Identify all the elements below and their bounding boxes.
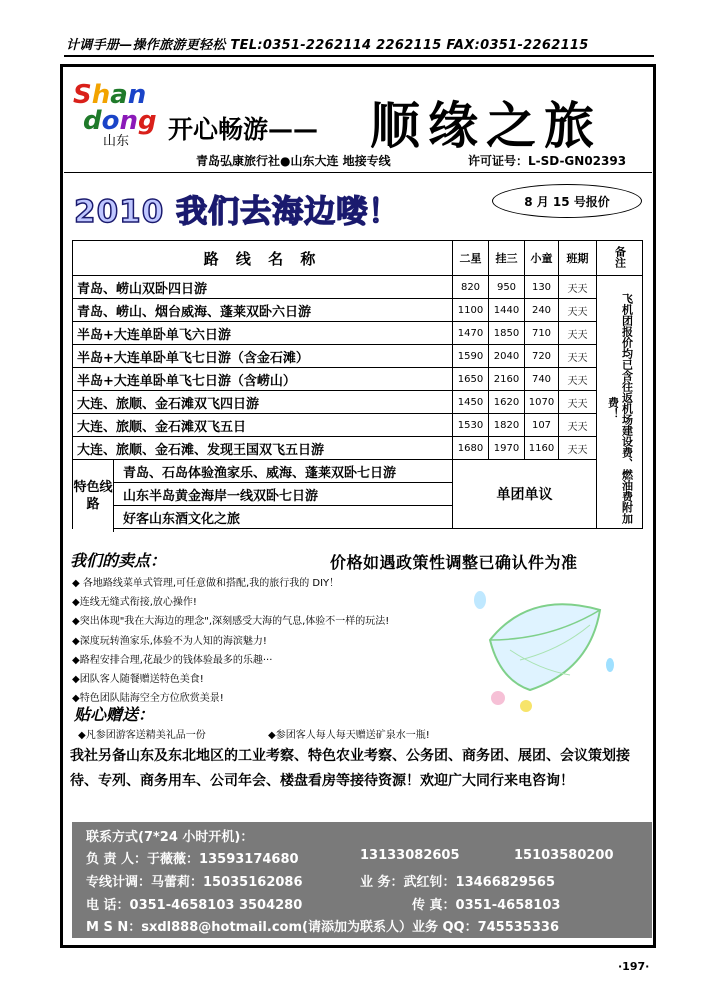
contact-box <box>72 822 652 938</box>
logo-line2 <box>83 108 169 134</box>
table-row <box>73 299 643 322</box>
schedule-cell: 天天 <box>559 414 597 437</box>
contact-fax: 传 真：0351-4658103 <box>412 898 561 913</box>
special-price-cell: 单团单议 <box>453 460 597 529</box>
route-name-cell: 青岛、崂山、烟台威海、蓬莱双卧六日游 <box>73 299 453 322</box>
leaf-shape <box>490 604 600 690</box>
price-star2-cell: 820 <box>453 276 489 299</box>
flower-yellow <box>520 700 532 712</box>
logo-letter: h <box>91 80 111 110</box>
special-route-row <box>73 460 643 483</box>
price-star2-cell: 1450 <box>453 391 489 414</box>
table-row <box>73 345 643 368</box>
price-star2-cell: 1470 <box>453 322 489 345</box>
water-drop-2 <box>474 591 486 609</box>
price-star3-cell: 2040 <box>489 345 525 368</box>
price-star3-cell: 1620 <box>489 391 525 414</box>
logo-letter: n <box>119 106 139 136</box>
price-star2-cell: 1680 <box>453 437 489 460</box>
selling-point: ◆深度玩转渔家乐,体验不为人知的海滨魅力! <box>72 635 267 647</box>
schedule-cell: 天天 <box>559 276 597 299</box>
price-star3-cell: 1850 <box>489 322 525 345</box>
quote-date-badge: 8 月 15 号报价 <box>492 184 642 218</box>
selling-points-title: 我们的卖点： <box>70 551 167 570</box>
logo-line1 <box>73 82 169 108</box>
banner-divider <box>64 172 652 173</box>
contact-msn: M S N：sxdl888@hotmail.com(请添加为联系人）业务 QQ：745535336 <box>86 920 559 935</box>
header-bar: 计调手册—操作旅游更轻松 TEL:0351-2262114 2262115 FAX:0351-2262115 <box>66 38 589 53</box>
selling-points-list <box>72 574 472 708</box>
schedule-cell: 天天 <box>559 345 597 368</box>
schedule-cell: 天天 <box>559 368 597 391</box>
price-child-cell: 107 <box>525 414 559 437</box>
header-star3: 挂三 <box>489 241 525 276</box>
route-name-cell: 青岛、崂山双卧四日游 <box>73 276 453 299</box>
route-name-cell: 半岛+大连单卧单飞七日游（含崂山） <box>73 368 453 391</box>
route-name-cell: 半岛+大连单卧单飞七日游（含金石滩） <box>73 345 453 368</box>
price-policy-note: 价格如遇政策性调整已确认件为准 <box>330 553 578 572</box>
price-star3-cell: 1970 <box>489 437 525 460</box>
schedule-cell: 天天 <box>559 437 597 460</box>
table-row <box>73 322 643 345</box>
price-star3-cell: 1820 <box>489 414 525 437</box>
note-cell <box>597 276 643 529</box>
price-child-cell: 1070 <box>525 391 559 414</box>
selling-point: ◆连线无缝式衔接,放心操作! <box>72 597 197 609</box>
selling-point: ◆突出体现"我在大海边的理念",深刻感受大海的气息,体验不一样的玩法! <box>72 616 390 628</box>
leaf-illustration <box>460 580 650 720</box>
logo-letter: d <box>83 106 102 136</box>
logo-letter: a <box>110 80 128 110</box>
contact-planner: 专线计调：马蕾莉：15035162086 <box>86 875 303 890</box>
contact-manager-phone3: 15103580200 <box>514 848 614 863</box>
price-child-cell: 130 <box>525 276 559 299</box>
header-divider <box>64 55 654 57</box>
route-name-cell: 大连、旅顺、金石滩双飞四日游 <box>73 391 453 414</box>
route-name-cell: 大连、旅顺、金石滩、发现王国双飞五日游 <box>73 437 453 460</box>
logo-letter: n <box>127 80 147 110</box>
price-star2-cell: 1530 <box>453 414 489 437</box>
selling-point: ◆路程安排合理,花最少的钱体验最多的乐趣··· <box>72 654 273 666</box>
schedule-cell: 天天 <box>559 299 597 322</box>
contact-manager-phone2: 13133082605 <box>360 848 460 863</box>
special-route-name: 好客山东酒文化之旅 <box>123 511 241 527</box>
price-child-cell: 720 <box>525 345 559 368</box>
route-price-table <box>72 240 643 529</box>
headline: 2010 我们去海边喽！ <box>74 194 401 230</box>
contact-business: 业 务：武红钊：13466829565 <box>360 875 556 890</box>
gift-item: ◆参团客人每人每天赠送矿泉水一瓶! <box>268 730 430 741</box>
schedule-cell: 天天 <box>559 391 597 414</box>
table-row <box>73 414 643 437</box>
special-route-name: 青岛、石岛体验渔家乐、威海、蓬莱双卧七日游 <box>123 465 397 481</box>
water-drop <box>606 658 614 672</box>
brand-title: 顺缘之旅 <box>370 96 602 155</box>
price-star3-cell: 950 <box>489 276 525 299</box>
logo-letter: S <box>73 80 92 110</box>
shandong-logo <box>73 82 169 162</box>
price-child-cell: 710 <box>525 322 559 345</box>
contact-title: 联系方式(7*24 小时开机)： <box>86 830 254 845</box>
promo-paragraph: 我社另备山东及东北地区的工业考察、特色农业考察、公务团、商务团、展团、会议策划接待、专列、商务用车、公司年会、楼盘看房等接待资源！欢迎广大同行来电咨询！ <box>70 748 630 789</box>
flower-pink <box>491 691 505 705</box>
table-row <box>73 391 643 414</box>
table-row <box>73 276 643 299</box>
table-row <box>73 368 643 391</box>
price-child-cell: 740 <box>525 368 559 391</box>
gift-item: ◆凡参团游客送精美礼品一份 <box>78 730 206 741</box>
price-star2-cell: 1590 <box>453 345 489 368</box>
header-schedule: 班期 <box>559 241 597 276</box>
price-child-cell: 1160 <box>525 437 559 460</box>
gifts-title: 贴心赠送： <box>74 705 155 724</box>
page-number: ·197· <box>618 960 650 973</box>
logo-letter: g <box>138 106 157 136</box>
price-star2-cell: 1100 <box>453 299 489 322</box>
special-route-name: 山东半岛黄金海岸一线双卧七日游 <box>123 488 319 504</box>
table-header-row <box>73 241 643 276</box>
table-row <box>73 437 643 460</box>
header-child: 小童 <box>525 241 559 276</box>
note-text: 飞机团报价均已含往返机场建设费、燃油费附加费！ <box>606 292 634 524</box>
logo-line3: 山东 <box>103 134 130 149</box>
header-star2: 二星 <box>453 241 489 276</box>
logo-letter: o <box>101 106 120 136</box>
contact-manager: 负 责 人：于薇薇：13593174680 <box>86 852 299 867</box>
contact-tel: 电 话：0351-4658103 3504280 <box>86 898 303 913</box>
selling-point: ◆团队客人随餐赠送特色美食! <box>72 673 204 685</box>
header-route: 路 线 名 称 <box>73 241 453 276</box>
price-star2-cell: 1650 <box>453 368 489 391</box>
special-route-label: 特色线路 <box>73 460 114 532</box>
route-name-cell: 大连、旅顺、金石滩双飞五日 <box>73 414 453 437</box>
price-child-cell: 240 <box>525 299 559 322</box>
selling-point: ◆ 各地路线菜单式管理,可任意做和搭配,我的旅行我的 DIY！ <box>72 578 340 589</box>
price-star3-cell: 1440 <box>489 299 525 322</box>
license-number: 许可证号：L-SD-GN02393 <box>468 154 627 168</box>
price-star3-cell: 2160 <box>489 368 525 391</box>
agency-name: 青岛弘康旅行社●山东大连 地接专线 <box>196 154 391 168</box>
slogan: 开心畅游—— <box>168 115 319 144</box>
header-note: 备注 <box>597 241 643 276</box>
route-name-cell: 半岛+大连单卧单飞六日游 <box>73 322 453 345</box>
selling-point: ◆特色团队陆海空全方位欣赏美景! <box>72 693 224 705</box>
schedule-cell: 天天 <box>559 322 597 345</box>
